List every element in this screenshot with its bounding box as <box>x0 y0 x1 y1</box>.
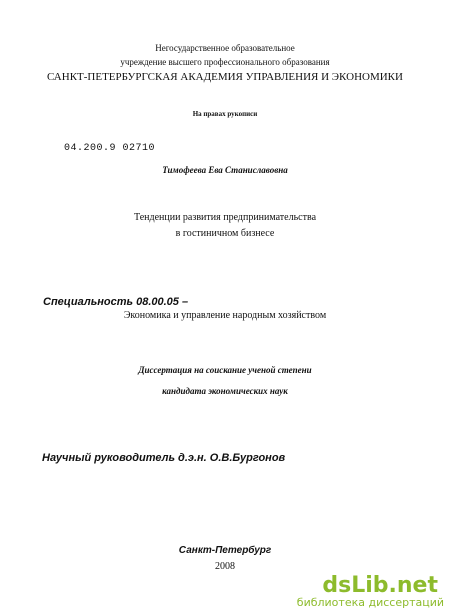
watermark <box>296 573 444 609</box>
supervisor: Научный руководитель д.э.н. О.В.Бургонов <box>42 452 286 464</box>
specialty-label: Специальность 08.00.05 – <box>43 296 189 308</box>
watermark-sub: библиотека диссертаций <box>296 596 444 609</box>
organization-line-3: САНКТ-ПЕТЕРБУРГСКАЯ АКАДЕМИЯ УПРАВЛЕНИЯ И ЭКОНОМИКИ <box>47 71 403 83</box>
thesis-title-line-2: в гостиничном бизнесе <box>175 228 275 239</box>
thesis-title-line-1: Тенденции развития предпринимательства <box>133 212 317 223</box>
specialty-name: Экономика и управление народным хозяйством <box>123 310 327 321</box>
archive-number: 04.200.9 02710 <box>64 143 156 154</box>
dissertation-line-1: Диссертация на соискание ученой степени <box>138 365 312 375</box>
organization-line-1: Негосударственное образовательное <box>155 43 295 53</box>
organization-line-2: учреждение высшего профессионального образования <box>120 57 330 67</box>
watermark-main: dsLib.net <box>322 573 438 598</box>
year: 2008 <box>215 561 235 572</box>
rights-note: На правах рукописи <box>192 110 258 118</box>
dissertation-line-2: кандидата экономических наук <box>162 386 288 396</box>
author-name: Тимофеева Ева Станиславовна <box>162 165 288 175</box>
city: Санкт-Петербург <box>178 545 272 556</box>
